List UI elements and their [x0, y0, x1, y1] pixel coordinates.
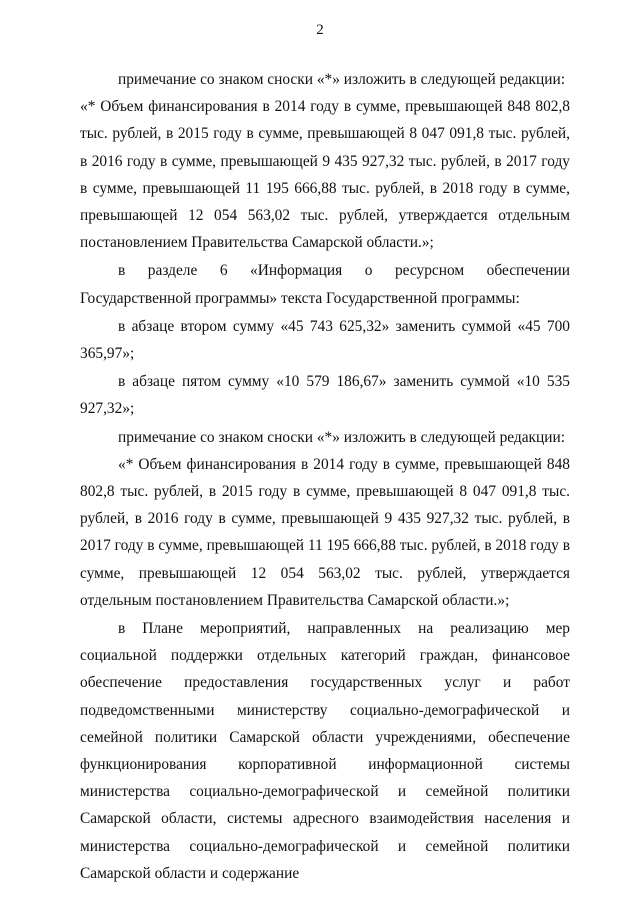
- paragraph-footnote-text-2: «* Объем финансирования в 2014 году в сумме, превышающей 848 802,8 тыс. рублей, в 2015 году в сумме, превышающей 8 047 091,8 тыс. рублей, в 2016 году в сумме, превышающей 9 435 927,32 тыс. рублей, в 2017 году в сумме, превышающей 11 195 666,88 тыс. рублей, в 2018 году в сумме, превышающей 12 054 563,02 тыс. рублей, утверждается отдельным постановлением Правительства Самарской области.»;: [80, 455, 570, 609]
- paragraph-footnote-text-1: «* Объем финансирования в 2014 году в сумме, превышающей 848 802,8 тыс. рублей, в 2015 году в сумме, превышающей 8 047 091,8 тыс. рублей, в 2016 году в сумме, превышающей 9 435 927,32 тыс. рублей, в 2017 году в сумме, превышающей 11 195 666,88 тыс. рублей, в 2018 году в сумме, превышающей 12 054 563,02 тыс. рублей, утверждается отдельным постановлением Правительства Самарской области.»;: [80, 98, 570, 252]
- document-body: [80, 66, 570, 887]
- paragraph-footnote-instruction-2: примечание со знаком сноски «*» изложить в следующей редакции:: [118, 428, 566, 446]
- paragraph-plan-of-measures: в Плане мероприятий, направленных на реализацию мер социальной поддержки отдельных категорий граждан, финансовое обеспечение предоставления государственных услуг и работ подведомственными министерству социально-демографической и семейной политики Самарской области учреждениями, обеспечение функционирования корпоративной информационной системы министерства социально-демографической и семейной политики Самарской области, системы адресного взаимодействия населения и министерства социально-демографической и семейной политики Самарской области и содержание: [80, 620, 570, 882]
- paragraph-footnote-instruction-1: примечание со знаком сноски «*» изложить в следующей редакции:: [118, 71, 566, 88]
- paragraph-second-abzac: в абзаце втором сумму «45 743 625,32» заменить суммой «45 700 365,97»;: [80, 317, 570, 363]
- paragraph-section-6: в разделе 6 «Информация о ресурсном обеспечении Государственной программы» текста Государственной программы:: [80, 262, 570, 307]
- paragraph-fifth-abzac: в абзаце пятом сумму «10 579 186,67» заменить суммой «10 535 927,32»;: [80, 373, 570, 418]
- page-number: 2: [316, 22, 324, 38]
